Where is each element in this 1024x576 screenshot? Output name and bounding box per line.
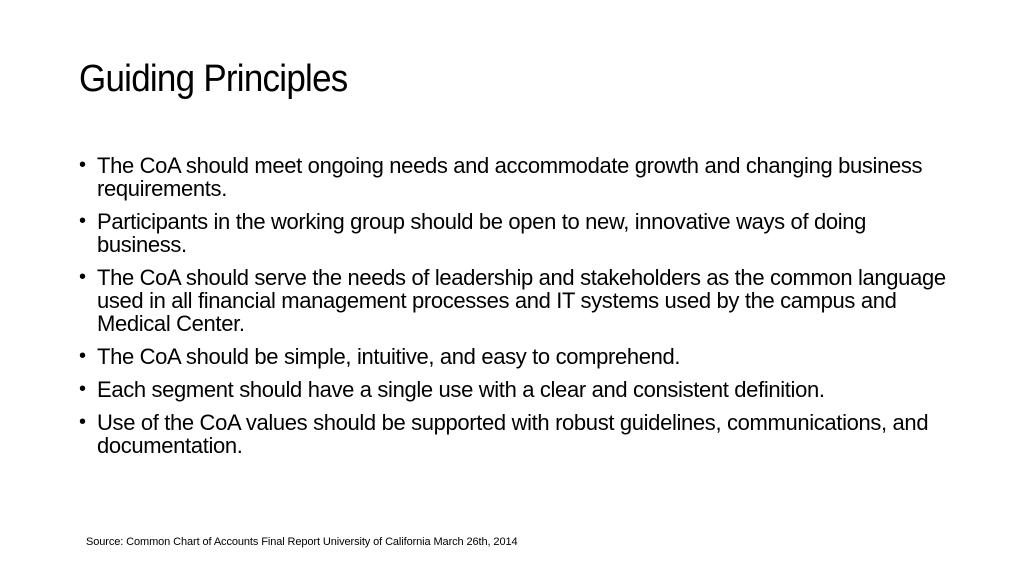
- bullet-icon: •: [79, 411, 87, 433]
- bullet-text: Use of the CoA values should be supported with robust guidelines, communications, and documentation.: [97, 410, 929, 458]
- bullet-icon: •: [79, 210, 87, 232]
- source-citation: Source: Common Chart of Accounts Final Report University of California March 26th, 2014: [86, 536, 518, 548]
- bullet-item: [79, 378, 949, 401]
- bullet-text: The CoA should meet ongoing needs and accommodate growth and changing business requirements.: [97, 153, 923, 201]
- bullet-item: [79, 210, 949, 256]
- bullet-item: [79, 154, 949, 200]
- bullet-text: The CoA should serve the needs of leadership and stakeholders as the common language used in all financial management processes and IT systems used by the campus and Medical Center.: [97, 265, 946, 336]
- bullet-list: [79, 154, 949, 467]
- bullet-icon: •: [79, 266, 87, 288]
- bullet-item: [79, 345, 949, 368]
- bullet-text: Participants in the working group should be open to new, innovative ways of doing business.: [97, 209, 867, 257]
- bullet-item: [79, 266, 949, 335]
- slide-title: Guiding Principles: [79, 58, 348, 100]
- bullet-text: Each segment should have a single use with a clear and consistent definition.: [97, 377, 825, 402]
- bullet-icon: •: [79, 345, 87, 367]
- bullet-icon: •: [79, 378, 87, 400]
- bullet-text: The CoA should be simple, intuitive, and easy to comprehend.: [97, 344, 681, 369]
- bullet-icon: •: [79, 154, 87, 176]
- bullet-item: [79, 411, 949, 457]
